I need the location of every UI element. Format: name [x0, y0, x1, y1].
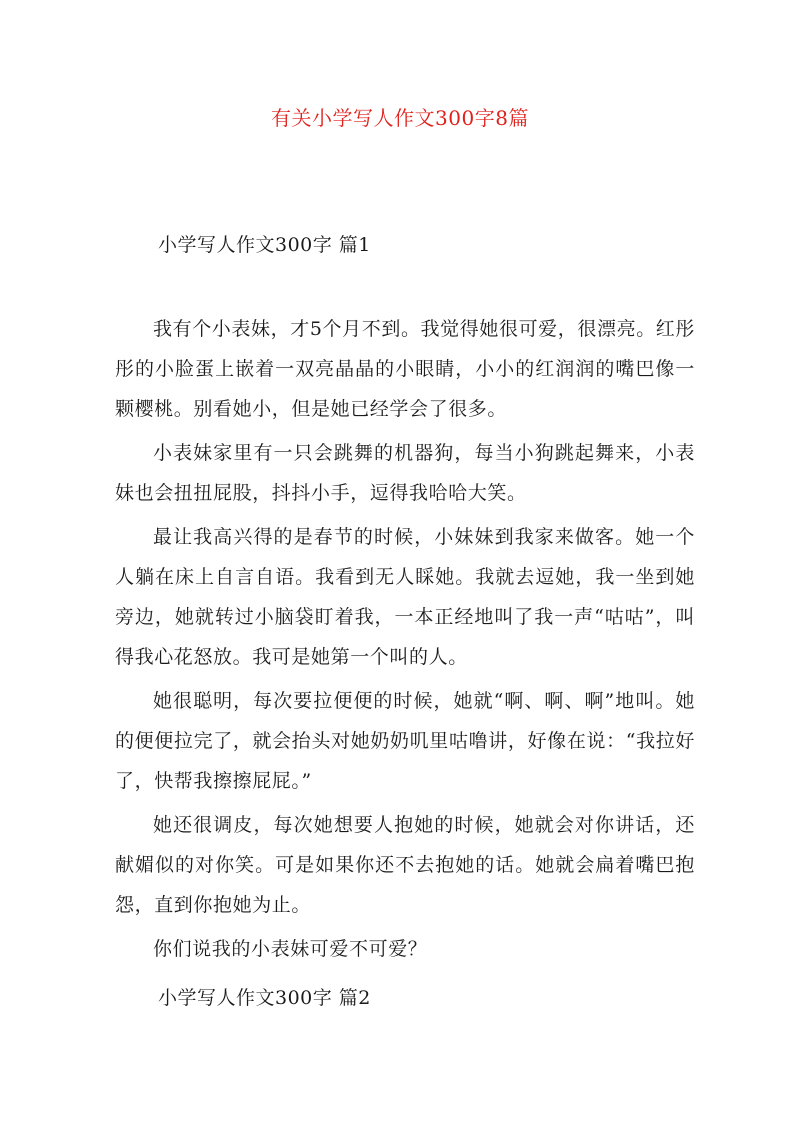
- paragraph: 她很聪明，每次要拉便便的时候，她就“啊、啊、啊”地叫。她的便便拉完了，就会抬头对她奶奶叽里咕噜讲，好像在说：“我拉好了，快帮我擦擦屁屁。”: [115, 690, 695, 792]
- paragraph: 我有个小表妹，才5个月不到。我觉得她很可爱，很漂亮。红彤彤的小脸蛋上嵌着一双亮晶晶的小眼睛，小小的红润润的嘴巴像一颗樱桃。别看她小，但是她已经学会了很多。: [115, 318, 695, 420]
- section-heading-2: 小学写人作文300字 篇2: [158, 987, 371, 1009]
- section-heading-1: 小学写人作文300字 篇1: [158, 234, 371, 256]
- paragraph: 最让我高兴得的是春节的时候，小妹妹到我家来做客。她一个人躺在床上自言自语。我看到无人睬她。我就去逗她，我一坐到她旁边，她就转过小脑袋盯着我，一本正经地叫了我一声“咕咕”，叫得我心花怒放。我可是她第一个叫的人。: [115, 526, 695, 668]
- paragraph: 小表妹家里有一只会跳舞的机器狗，每当小狗跳起舞来，小表妹也会扭扭屁股，抖抖小手，逗得我哈哈大笑。: [115, 442, 695, 504]
- paragraph: 她还很调皮，每次她想要人抱她的时候，她就会对你讲话，还献媚似的对你笑。可是如果你还不去抱她的话。她就会扁着嘴巴抱怨，直到你抱她为止。: [115, 814, 695, 916]
- paragraph: 你们说我的小表妹可爱不可爱？: [153, 938, 428, 960]
- section-body-1: [115, 309, 695, 973]
- document-title: 有关小学写人作文300字8篇: [271, 106, 529, 130]
